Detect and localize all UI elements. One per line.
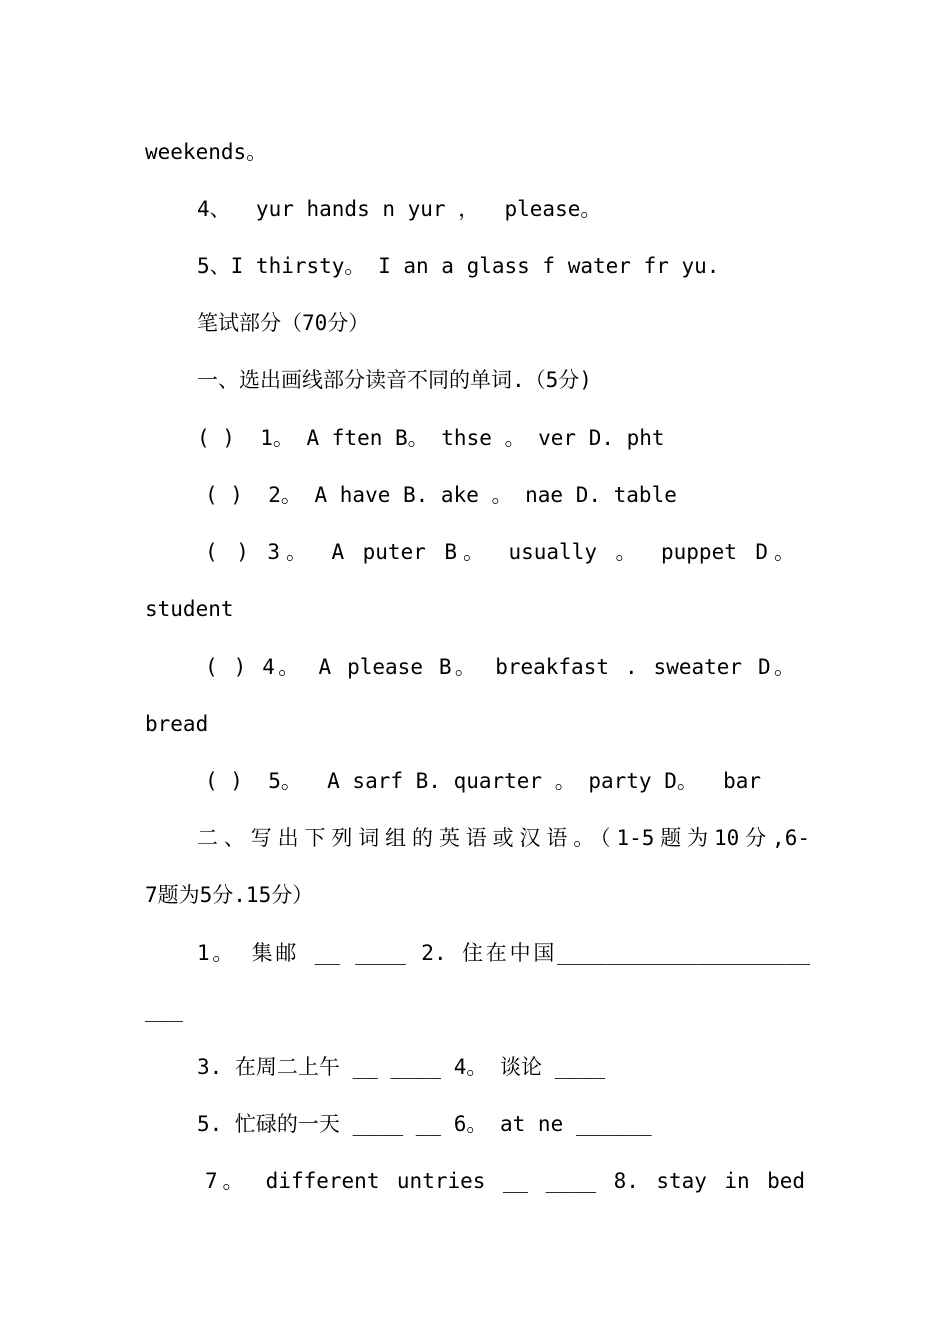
question-pronunciation-3: ( ) 3。 A puter B。 usually 。 puppet D。 <box>205 540 795 564</box>
text-line-sentence-4: 4、 yur hands n yur ， please。 <box>197 197 602 221</box>
section-heading-phrases-cont: 7题为5分.15分） <box>145 883 314 907</box>
section-heading-phrases: 二、写出下列词组的英语或汉语。（1-5题为10分,6- <box>197 826 810 850</box>
question-pronunciation-2: ( ) 2。 A have B. ake 。 nae D. table <box>205 483 677 507</box>
question-pronunciation-4-cont: bread <box>145 712 209 736</box>
text-line-weekends: weekends。 <box>145 140 268 164</box>
phrase-item-5-6: 5. 忙碌的一天 ____ __ 6。 at ne ______ <box>197 1112 652 1136</box>
text-line-sentence-5: 5、I thirsty。 I an a glass f water fr yu. <box>197 254 720 278</box>
phrase-item-1-2: 1。 集邮 __ ____ 2. 住在中国____________________ <box>197 941 810 965</box>
question-pronunciation-1: ( ) 1。 A ften B。 thse 。 ver D. pht <box>197 426 665 450</box>
phrase-item-7-8: 7。 different untries __ ____ 8. stay in bed <box>205 1169 805 1193</box>
phrase-item-2-blank-cont: ___ <box>145 998 183 1022</box>
question-pronunciation-5: ( ) 5。 A sarf B. quarter 。 party D。 bar <box>205 769 762 793</box>
section-heading-pronunciation: 一、选出画线部分读音不同的单词.（5分) <box>197 368 592 392</box>
section-heading-written: 笔试部分（70分） <box>197 311 370 335</box>
question-pronunciation-4: ( ) 4。 A please B。 breakfast . sweater D。 <box>205 655 795 679</box>
phrase-item-3-4: 3. 在周二上午 __ ____ 4。 谈论 ____ <box>197 1055 606 1079</box>
question-pronunciation-3-cont: student <box>145 597 234 621</box>
